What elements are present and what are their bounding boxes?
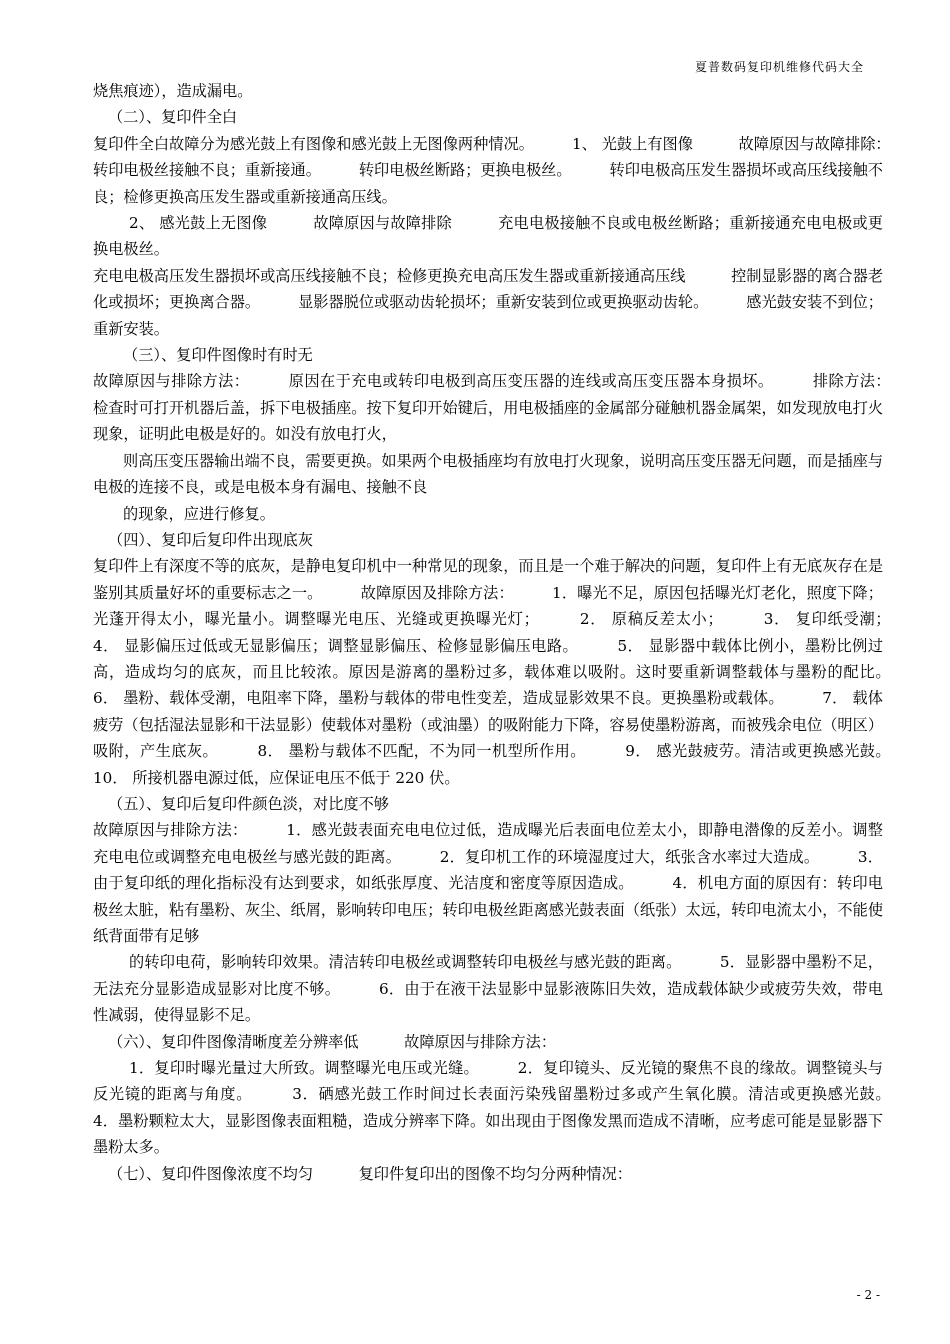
paragraph: 1．复印时曝光量过大所致。调整曝光电压或光缝。 2．复印镜头、反光镜的聚焦不良的缘故。调整镜头与反光镜的距离与角度。 3．硒感光鼓工作时间过长表面污染残留墨粉过多或产生氧化膜。清洁或更换感光鼓。 4．墨粉颗粒太大，显影图像表面粗糙，造成分辨率下降。如出现由于图像发黑而造成不清晰，应考虑可能是显影器下墨粉太多。 [93,1059,929,1157]
paragraph: 的转印电荷，影响转印效果。清洁转印电极丝或调整转印电极丝与感光鼓的距离。 5．显影器中墨粉不足，无法充分显影造成显影对比度不够。 6．由于在液干法显影中显影液陈旧失效，造成载体缺少或疲劳失效，带电性减弱，使得显影不足。 [93,953,883,1025]
paragraph: 故障原因与排除方法： 1．感光鼓表面充电电位过低，造成曝光后表面电位差太小，即静电潜像的反差小。调整充电电位或调整充电电极丝与感光鼓的距离。 2．复印机工作的环境湿度过大，纸张含水率过大造成。 3．由于复印纸的理化指标没有达到要求，如纸张厚度、光洁度和密度等原因造成。 4．机电方面的原因有：转印电极丝太脏，粘有墨粉、灰尘、纸屑，影响转印电压；转印电极丝距离感光鼓表面（纸张）太远，转印电流太小，不能使纸背面带有足够 [93,821,883,945]
paragraph: 烧焦痕迹），造成漏电。 [93,82,253,100]
paragraph: 则高压变压器输出端不良，需要更换。如果两个电极插座均有放电打火现象，说明高压变压器无问题，而是插座与电极的连接不良，或是电极本身有漏电、接触不良 [93,451,883,497]
paragraph: 的现象，应进行修复。 [123,504,275,523]
paragraph: 充电电极高压发生器损坏或高压线接触不良；检修更换充电高压发生器或重新接通高压线 控制显影器的离合器老化或损坏；更换离合器。 显影器脱位或驱动齿轮损坏；重新安装到位或更换驱动齿轮。 感光鼓安装不到位；重新安装。 [93,266,883,338]
page-number: - 2 - [856,1288,880,1302]
paragraph: 复印件上有深度不等的底灰，是静电复印机中一种常见的现象，而且是一个难于解决的问题，复印件上有无底灰存在是鉴别其质量好坏的重要标志之一。 故障原因及排除方法： 1．曝光不足，原因包括曝光灯老化，照度下降；光蓬开得太小，曝光量小。调整曝光电压、光缝或更换曝光灯； 2． 原稿反差太小； 3． 复印纸受潮； 4． 显影偏压过低或无显影偏压；调整显影偏压、检修显影偏压电路。 5． 显影器中载体比例小，墨粉比例过高，造成均匀的底灰，而且比较浓。原因是游离的墨粉过多，载体难以吸附。这时要重新调整载体与墨粉的配比。 6． 墨粉、载体受潮，电阻率下降，墨粉与载体的带电性变差，造成显影效果不良。更换墨粉或载体。 7． 载体疲劳（包括湿法显影和干法显影）使载体对墨粉（或油墨）的吸附能力下降，容易使墨粉游离，而被残余电位（明区）吸附，产生底灰。 8． 墨粉与载体不匹配，不为同一机型所作用。 9． 感光鼓疲劳。清洁或更换感光鼓。 10． 所接机器电源过低，应保证电压不低于 220 伏。 [93,557,929,787]
section-heading: （三）、复印件图像时有时无 [123,346,313,365]
section-heading: （七）、复印件图像浓度不均匀 复印件复印出的图像不均匀分两种情况： [108,1164,632,1183]
page-header: 夏普数码复印机维修代码大全 [694,60,864,74]
paragraph: 故障原因与排除方法： 原因在于充电或转印电极到高压变压器的连线或高压变压器本身损坏。 排除方法： 检查时可打开机器后盖，拆下电极插座。按下复印开始键后，用电极插座的金属部分碰触机器金属架，如发现放电打火现象，证明此电极是好的。如没有放电打火， [93,372,929,444]
section-heading: （五）、复印后复印件颜色淡，对比度不够 [108,794,389,813]
document-body [93,78,929,1187]
paragraph: 复印件全白故障分为感光鼓上有图像和感光鼓上无图像两种情况。 1、 光鼓上有图像 故障原因与故障排除： 转印电极丝接触不良；重新接通。 转印电极丝断路；更换电极丝。 转印电极高压发生器损坏或高压线接触不良；检修更换高压发生器或重新接通高压线。 [93,134,929,206]
section-heading: （四）、复印后复印件出现底灰 [108,530,314,549]
section-heading: （二）、复印件全白 [108,108,238,127]
section-heading: （六）、复印件图像清晰度差分辨率低 故障原因与排除方法： [108,1032,557,1051]
paragraph: 2、 感光鼓上无图像 故障原因与故障排除 充电电极接触不良或电极丝断路；重新接通充电电极或更换电极丝。 [93,214,883,259]
